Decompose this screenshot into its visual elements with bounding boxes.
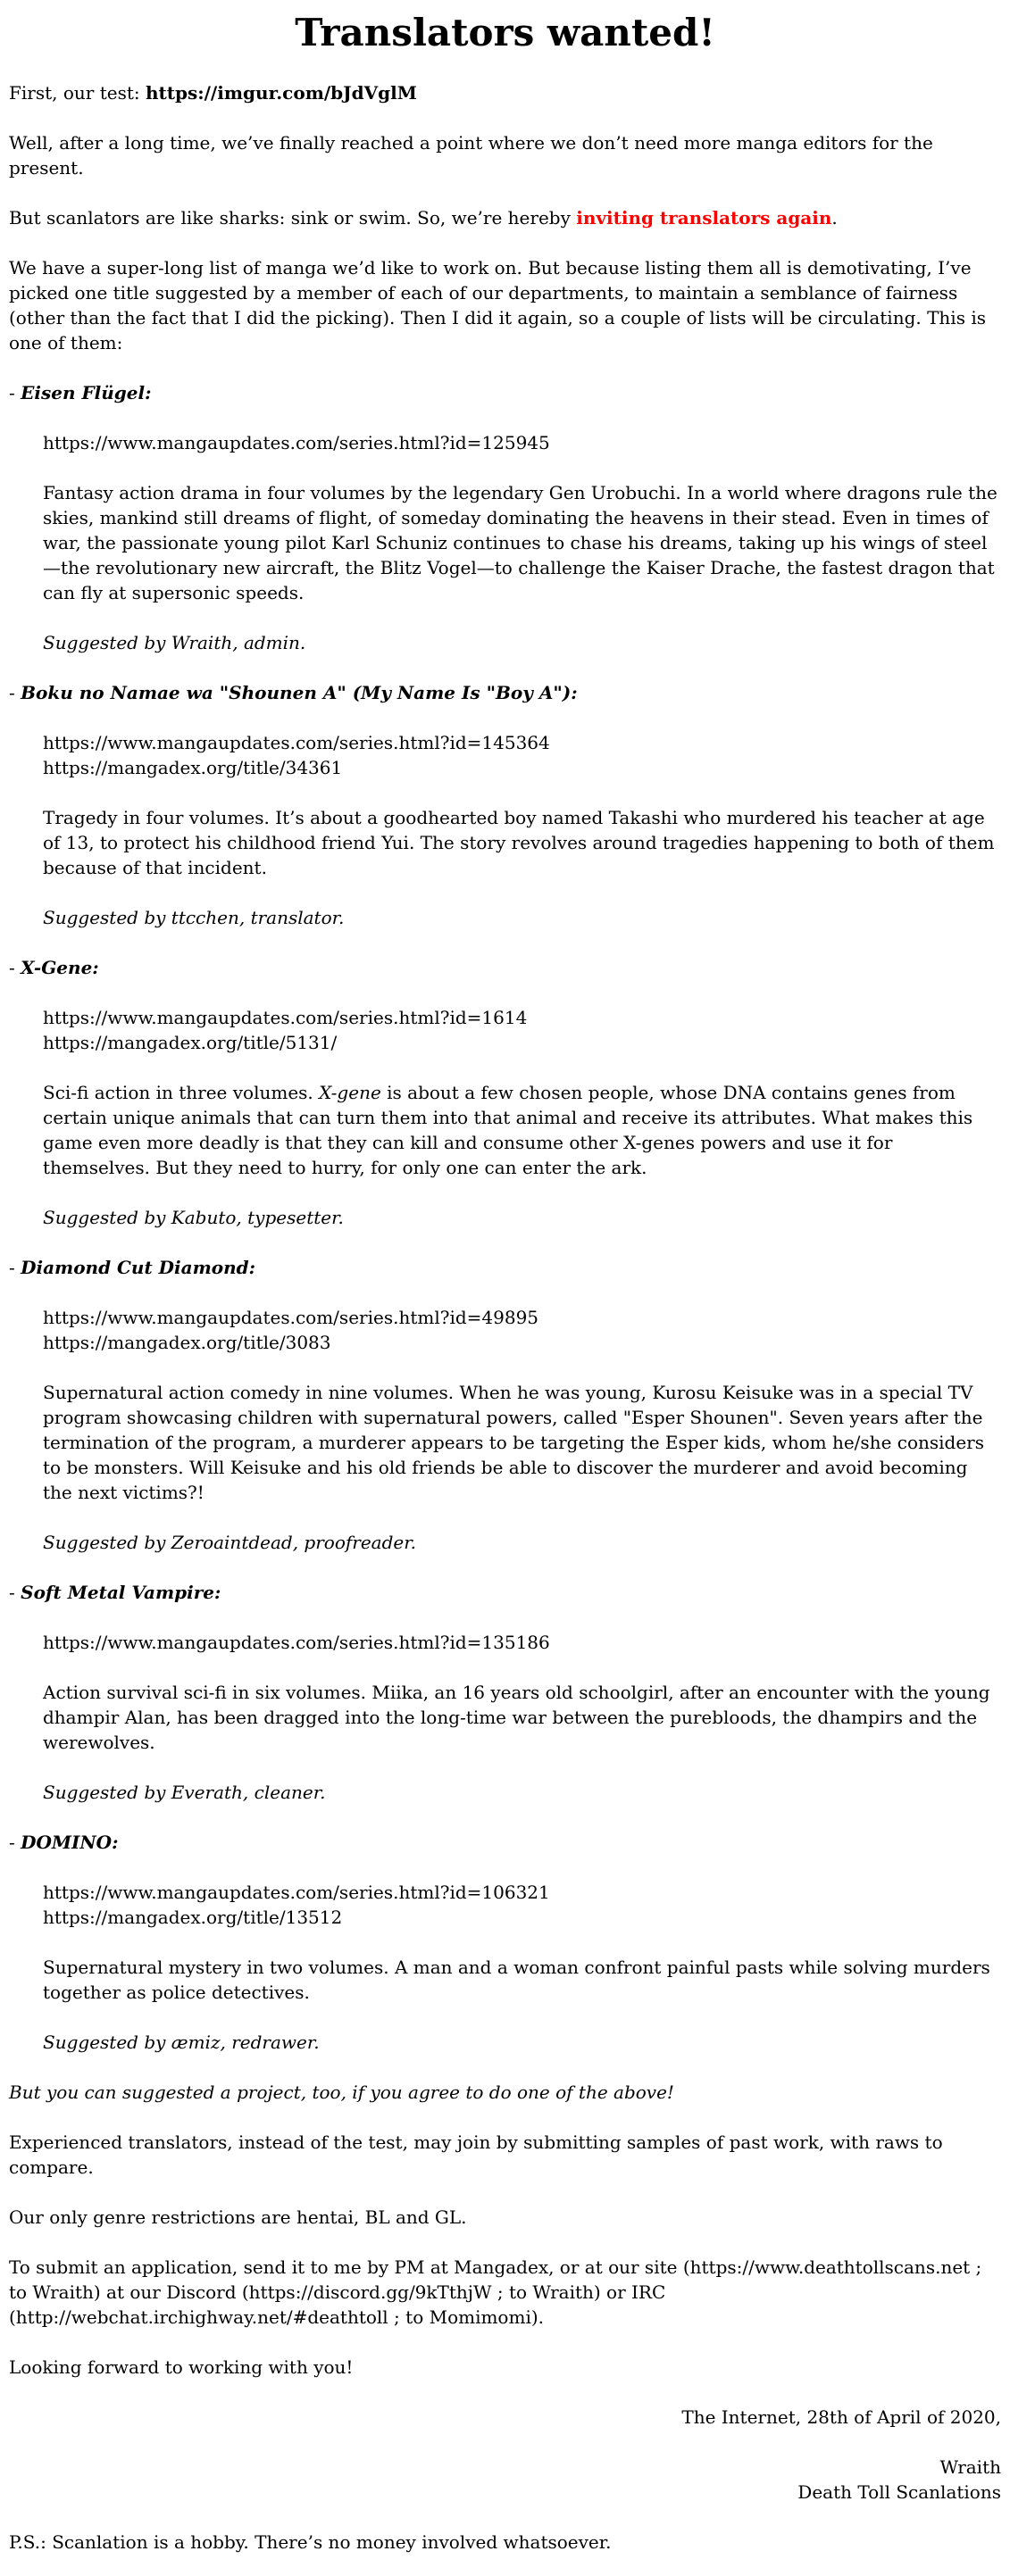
series-link-url: https://mangadex.org/title/34361 xyxy=(43,757,343,778)
series-link-url: https://www.mangaupdates.com/series.html?id=49895 xyxy=(43,1307,539,1328)
paragraph-editors: Well, after a long time, we’ve finally reached a point where we don’t need more manga editors for the present. xyxy=(9,132,933,179)
series-title: Soft Metal Vampire: xyxy=(21,1582,221,1603)
series-entry xyxy=(9,1580,1001,1805)
series-title: Eisen Flügel: xyxy=(21,382,152,403)
series-title-line xyxy=(9,955,1001,980)
paragraph-sharks xyxy=(9,205,1001,230)
paragraph-apply: To submit an application, send it to me by PM at Mangadex, or at our site (https://www.deathtollscans.net ; to Wraith) at our Discord (https://discord.gg/9kTthjW ; to Wraith) or IRC (http://webchat.irchighway.net/#deathtoll ; to Momimomi). xyxy=(9,2256,982,2328)
series-links xyxy=(43,430,1001,455)
series-entry xyxy=(9,1830,1001,2055)
test-line xyxy=(9,80,1001,105)
inviting-translators-highlight: inviting translators again xyxy=(576,207,832,229)
series-title-line xyxy=(9,1830,1001,1855)
series-link-url: https://www.mangaupdates.com/series.html?id=145364 xyxy=(43,732,550,753)
series-link-url: https://www.mangaupdates.com/series.html?id=1614 xyxy=(43,1007,528,1028)
series-title: X-Gene: xyxy=(21,957,99,978)
series-title: DOMINO: xyxy=(21,1832,119,1853)
series-bullet: - xyxy=(9,1582,15,1603)
series-link-url: https://mangadex.org/title/13512 xyxy=(43,1907,343,1928)
series-entry xyxy=(9,680,1001,930)
series-description xyxy=(43,1080,1001,1180)
signature-block xyxy=(9,2455,1001,2505)
paragraph-suggest-note: But you can suggested a project, too, if you agree to do one of the above! xyxy=(9,2082,674,2103)
series-suggested-by: Suggested by Everath, cleaner. xyxy=(43,1782,326,1803)
signature-name: Wraith xyxy=(939,2456,1001,2478)
series-link-url: https://www.mangaupdates.com/series.html?id=135186 xyxy=(43,1632,550,1653)
series-bullet: - xyxy=(9,1257,15,1278)
series-description-segment: Supernatural action comedy in nine volumes. When he was young, Kurosu Keisuke was in a special TV program showcasing children with supernatural powers, called "Esper Shounen". Seven years after the termination of the program, a murderer appears to be targeting the Esper kids, whom he/she considers to be monsters. Will Keisuke and his old friends be able to discover the murderer and avoid becoming the next victims?! xyxy=(43,1382,985,1503)
sharks-text-before: But scanlators are like sharks: sink or swim. So, we’re hereby xyxy=(9,207,577,229)
paragraph-genre-restrictions: Our only genre restrictions are hentai, BL and GL. xyxy=(9,2206,467,2228)
series-links xyxy=(43,1630,1001,1655)
paragraph-experienced: Experienced translators, instead of the test, may join by submitting samples of past work, with raws to compare. xyxy=(9,2131,943,2178)
series-description-segment: X-gene xyxy=(319,1082,381,1103)
series-title-line xyxy=(9,380,1001,405)
series-suggested-by: Suggested by æmiz, redrawer. xyxy=(43,2032,320,2053)
series-links xyxy=(43,1880,1001,1930)
series-description-segment: Fantasy action drama in four volumes by the legendary Gen Urobuchi. In a world where dragons rule the skies, mankind still dreams of flight, of someday dominating the heavens in their stead. Even in times of war, the passionate young pilot Karl Schuniz continues to chase his dreams, taking up his wings of steel—the revolutionary new aircraft, the Blitz Vogel—to challenge the Kaiser Drache, the fastest dragon that can fly at supersonic speeds. xyxy=(43,482,997,603)
paragraph-closing: Looking forward to working with you! xyxy=(9,2356,354,2378)
series-suggested-by: Suggested by ttcchen, translator. xyxy=(43,907,345,928)
series-suggested-by: Suggested by Kabuto, typesetter. xyxy=(43,1207,344,1228)
series-links xyxy=(43,1005,1001,1055)
series-links xyxy=(43,730,1001,780)
page-title: Translators wanted! xyxy=(295,11,715,54)
series-link-url: https://www.mangaupdates.com/series.html?id=125945 xyxy=(43,432,550,453)
series-entry xyxy=(9,1255,1001,1555)
test-url: https://imgur.com/bJdVglM xyxy=(145,82,417,104)
paragraph-list-intro: We have a super-long list of manga we’d like to work on. But because listing them all is demotivating, I’ve picked one title suggested by a member of each of our departments, to maintain a semblance of fairness (other than the fact that I did the picking). Then I did it again, so a couple of lists will be circulating. This is one of them: xyxy=(9,257,986,353)
series-description-segment: is about a few chosen people, whose DNA contains genes from certain unique animals that can turn them into that animal and receive its attributes. What makes this game even more deadly is that they can kill and consume other X-genes powers and use it for themselves. But they need to hurry, for only one can enter the ark. xyxy=(43,1082,973,1178)
series-title: Diamond Cut Diamond: xyxy=(21,1257,255,1278)
series-entry xyxy=(9,955,1001,1230)
signature-group: Death Toll Scanlations xyxy=(797,2481,1001,2503)
postscript: P.S.: Scanlation is a hobby. There’s no money involved whatsoever. xyxy=(9,2531,612,2553)
series-link-url: https://mangadex.org/title/5131/ xyxy=(43,1032,338,1053)
series-entry xyxy=(9,380,1001,655)
series-title: Boku no Namae wa "Shounen A" (My Name Is "Boy A"): xyxy=(21,682,578,703)
series-title-line xyxy=(9,680,1001,705)
signature-dateline: The Internet, 28th of April of 2020, xyxy=(681,2406,1001,2428)
series-description-segment: Tragedy in four volumes. It’s about a goodhearted boy named Takashi who murdered his teacher at age of 13, to protect his childhood friend Yui. The story revolves around tragedies happening to both of them because of that incident. xyxy=(43,807,995,878)
series-links xyxy=(43,1305,1001,1355)
series-suggested-by: Suggested by Zeroaintdead, proofreader. xyxy=(43,1532,416,1553)
series-title-line xyxy=(9,1255,1001,1280)
series-description-segment: Sci-fi action in three volumes. xyxy=(43,1082,320,1103)
series-link-url: https://www.mangaupdates.com/series.html?id=106321 xyxy=(43,1882,550,1903)
series-title-line xyxy=(9,1580,1001,1605)
series-description xyxy=(43,1955,1001,2005)
series-bullet: - xyxy=(9,682,15,703)
test-line-prefix: First, our test: xyxy=(9,82,146,104)
series-link-url: https://mangadex.org/title/3083 xyxy=(43,1332,331,1353)
series-description-segment: Supernatural mystery in two volumes. A man and a woman confront painful pasts while solving murders together as police detectives. xyxy=(43,1957,990,2003)
series-description xyxy=(43,805,1001,880)
series-description-segment: Action survival sci-fi in six volumes. Miika, an 16 years old schoolgirl, after an encounter with the young dhampir Alan, has been dragged into the long-time war between the purebloods, the dhampirs and the werewolves. xyxy=(43,1682,990,1753)
sharks-text-after: . xyxy=(831,207,838,229)
series-bullet: - xyxy=(9,382,15,403)
series-description xyxy=(43,1680,1001,1755)
series-description xyxy=(43,1380,1001,1505)
series-list xyxy=(9,380,1001,2055)
series-description xyxy=(43,480,1001,605)
series-bullet: - xyxy=(9,957,15,978)
series-bullet: - xyxy=(9,1832,15,1853)
series-suggested-by: Suggested by Wraith, admin. xyxy=(43,632,306,653)
